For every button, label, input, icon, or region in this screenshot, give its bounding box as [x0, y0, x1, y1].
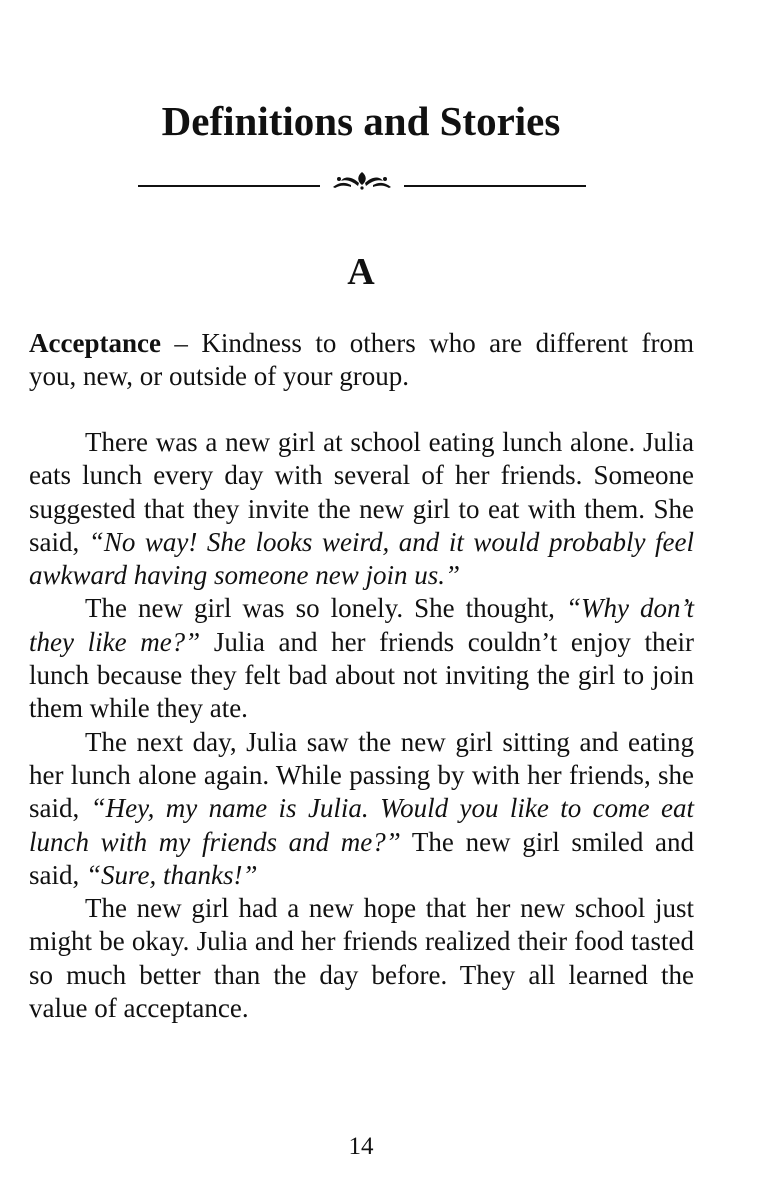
- narration: The new girl was so lonely. She thought,: [85, 593, 566, 624]
- narration: There was a new girl at school eating lunch alone. Julia eats lunch every day with several of her friends. Someone suggested that they invite the new girl to eat with them. She said,: [29, 427, 694, 557]
- flourish-divider-icon: [138, 164, 586, 194]
- story-paragraph: [29, 592, 694, 725]
- quote: “Hey, my name is Julia. Would you like to come eat lunch with my friends and me?”: [29, 793, 694, 857]
- story-paragraph: [29, 726, 694, 892]
- narration: The new girl smiled and said,: [29, 826, 694, 890]
- narration: Julia and her friends couldn’t enjoy their lunch because they felt bad about not inviting the girl to join them while they ate.: [29, 626, 694, 724]
- section-letter: A: [347, 251, 375, 293]
- page-number: 14: [348, 1133, 374, 1160]
- definition-text: Kindness to others who are different from you, new, or outside of your group.: [29, 328, 694, 392]
- page-title: Definitions and Stories: [161, 98, 561, 144]
- quote: “No way! She looks weird, and it would probably feel awkward having someone new join us.”: [29, 526, 694, 591]
- narration: The new girl had a new hope that her new school just might be okay. Julia and her friends realized their food tasted so much better than the day before. They all learned the value of acceptance.: [29, 893, 694, 1024]
- quote: “Sure, thanks!”: [86, 859, 258, 890]
- definition-separator: –: [160, 328, 202, 358]
- story-paragraph: [29, 426, 694, 592]
- quote: “Why don’t they like me?”: [29, 593, 694, 657]
- story-paragraph: [29, 892, 694, 1025]
- story: [29, 426, 694, 1025]
- definition-term: Acceptance: [29, 328, 161, 358]
- narration: The next day, Julia saw the new girl sitting and eating her lunch alone again. While passing by with her friends, she said,: [29, 726, 694, 824]
- definition: [29, 327, 694, 394]
